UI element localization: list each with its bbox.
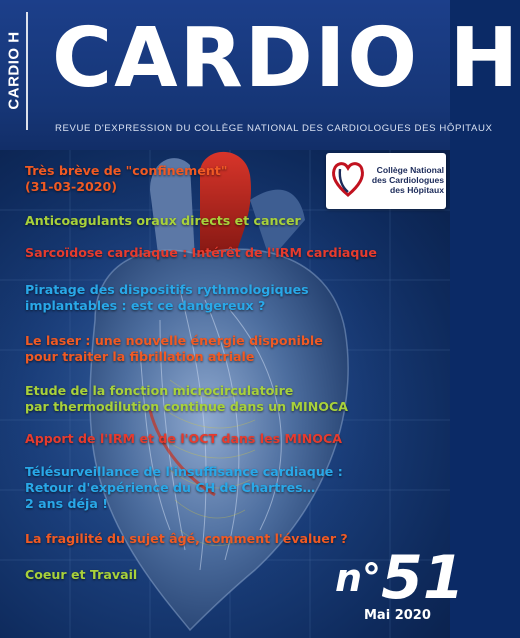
side-title-text: CARDIO H bbox=[5, 30, 23, 110]
headline-line: par thermodilution continue dans un MINOCA bbox=[25, 399, 348, 414]
headline-line: Piratage des dispositifs rythmologiques bbox=[25, 282, 309, 297]
headline-line: pour traiter la fibrillation atriale bbox=[25, 349, 255, 364]
headline-line: Retour d'expérience du CH de Chartres… bbox=[25, 480, 316, 495]
headline-irm-oct bbox=[25, 431, 342, 447]
divider bbox=[26, 12, 28, 130]
logo-line-1: Collège National bbox=[376, 165, 444, 175]
headline-confinement bbox=[25, 163, 227, 195]
logo-line-2: des Cardiologues bbox=[371, 175, 444, 185]
headline-line: 2 ans déja ! bbox=[25, 496, 108, 511]
headline-line: Le laser : une nouvelle énergie disponible bbox=[25, 333, 323, 348]
headline-line: (31-03-2020) bbox=[25, 179, 118, 194]
headline-piratage bbox=[25, 282, 309, 314]
headline-line: Anticoagulants oraux directs et cancer bbox=[25, 213, 301, 228]
issue-prefix: n° bbox=[335, 556, 382, 600]
heart-logo-icon bbox=[330, 159, 366, 199]
headline-laser bbox=[25, 333, 323, 365]
headline-telesurveillance bbox=[25, 464, 343, 512]
headline-microcirculation bbox=[25, 383, 348, 415]
headline-anticoagulants bbox=[25, 213, 301, 229]
magazine-subtitle: REVUE D'EXPRESSION DU COLLÈGE NATIONAL DES CARDIOLOGUES DES HÔPITAUX bbox=[55, 123, 493, 134]
issue-number bbox=[335, 543, 465, 613]
issue-number-value: 51 bbox=[381, 543, 465, 613]
headline-line: Etude de la fonction microcirculatoire bbox=[25, 383, 294, 398]
logo-text bbox=[370, 165, 444, 195]
headline-fragilite bbox=[25, 531, 348, 547]
cnch-logo bbox=[326, 153, 446, 209]
headline-line: Télésurveillance de l'insuffisance cardiaque : bbox=[25, 464, 343, 479]
masthead-band bbox=[0, 0, 520, 150]
headline-coeur-travail bbox=[25, 567, 137, 583]
headline-line: Apport de l'IRM et de l'OCT dans les MINOCA bbox=[25, 431, 342, 446]
headline-sarcoidose bbox=[25, 245, 377, 261]
headline-line: Très brève de "confinement" bbox=[25, 163, 228, 178]
side-title bbox=[4, 10, 24, 130]
magazine-title: CARDIO H bbox=[52, 11, 520, 106]
logo-line-3: des Hôpitaux bbox=[390, 185, 444, 195]
headline-line: Coeur et Travail bbox=[25, 567, 138, 582]
issue-date: Mai 2020 bbox=[364, 608, 431, 623]
headline-line: La fragilité du sujet âgé, comment l'évaluer ? bbox=[25, 531, 348, 546]
headline-line: implantables : est ce dangereux ? bbox=[25, 298, 266, 313]
headline-line: Sarcoïdose cardiaque : Intérêt de l'IRM cardiaque bbox=[25, 245, 377, 260]
